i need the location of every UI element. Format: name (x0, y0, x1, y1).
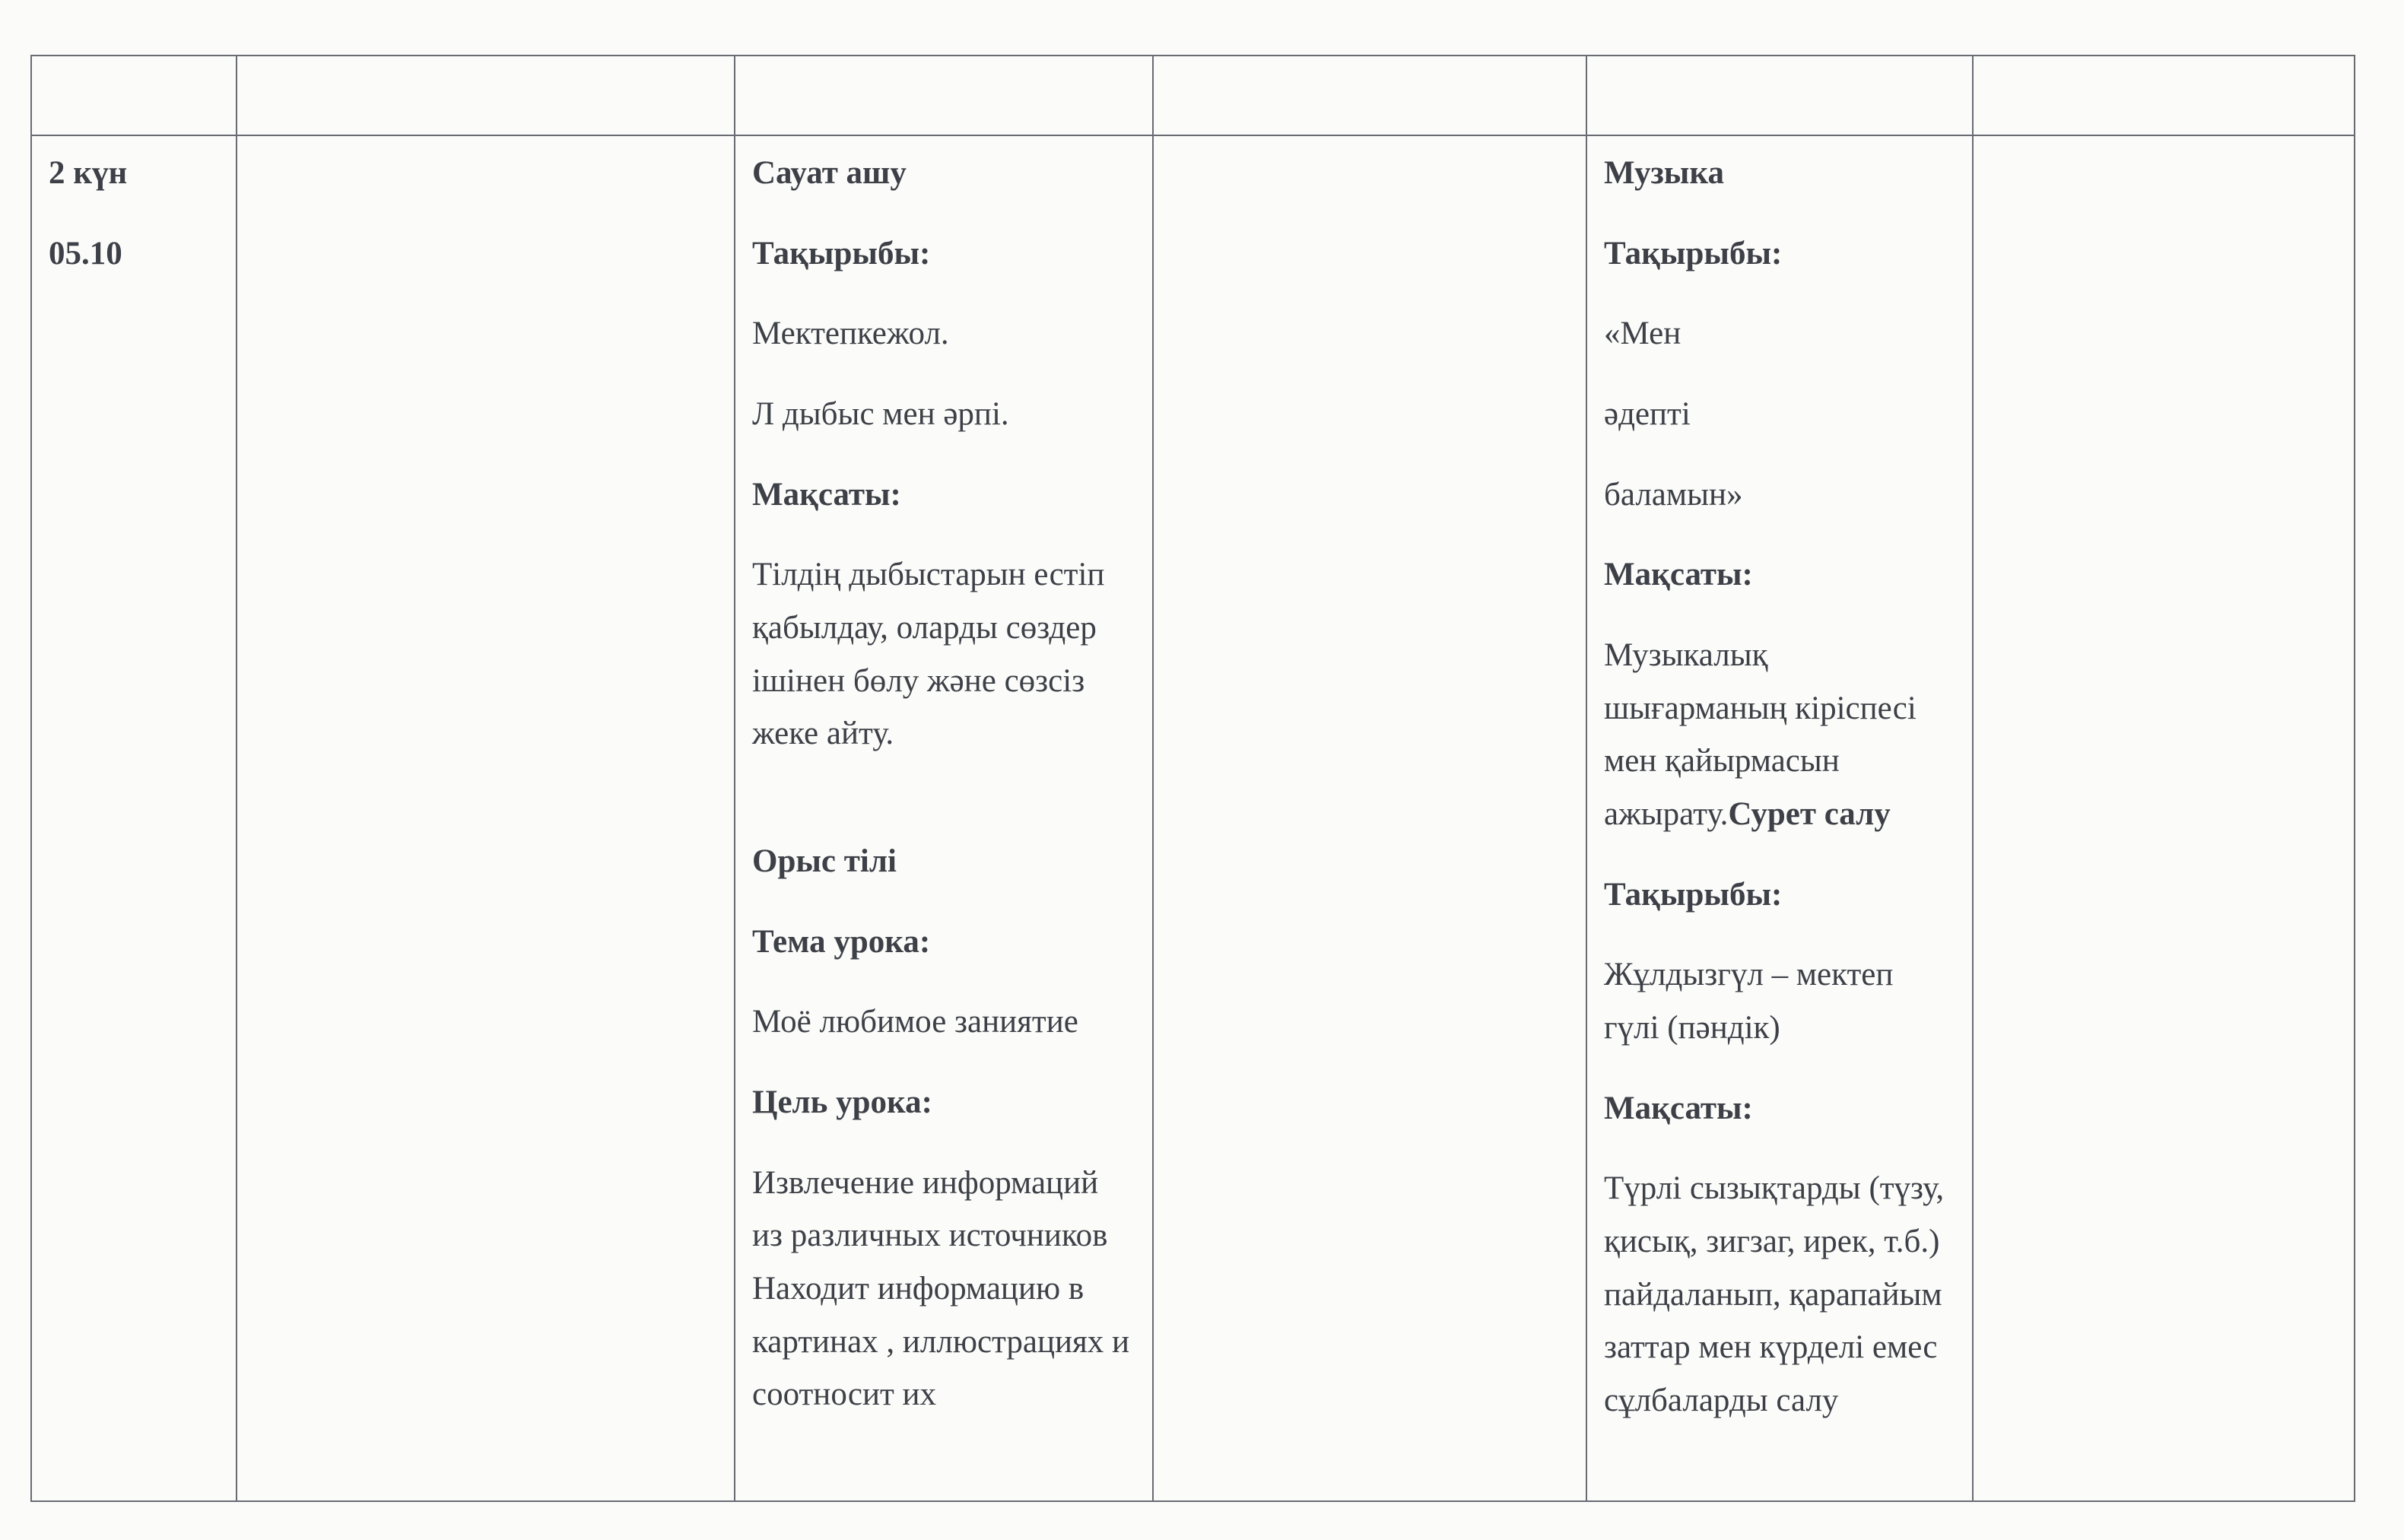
music-cell (1586, 135, 1973, 1501)
music-subject-title: Музыка (1604, 155, 1724, 191)
day-date: 05.10 (49, 235, 122, 271)
music-topic-line3: баламын» (1604, 476, 1743, 513)
header-cell-5 (1586, 56, 1973, 135)
russian-purpose-label: Цель урока: (752, 1084, 933, 1120)
music-topic-line2: әдепті (1604, 395, 1691, 432)
paragraph-spacer (752, 788, 1131, 835)
music-topic-label: Тақырыбы: (1604, 235, 1783, 271)
literacy-topic-label: Тақырыбы: (752, 235, 931, 271)
literacy-goal-label: Мақсаты: (752, 476, 901, 513)
drawing-goal-text: Түрлі сызықтарды (түзу, қисық, зигзаг, ирек, т.б.) пайдаланып, қарапайым заттар мен күрделі емес сұлбаларды салу (1604, 1170, 1945, 1418)
empty-cell-6 (1973, 135, 2355, 1501)
russian-theme-text: Моё любимое заниятие (752, 1004, 1078, 1040)
empty-cell-2 (237, 135, 735, 1501)
russian-theme-label: Тема урока: (752, 923, 931, 960)
empty-cell-4 (1153, 135, 1586, 1501)
header-cell-6 (1973, 56, 2355, 135)
lesson-plan-table (30, 55, 2355, 1502)
russian-subject-title: Орыс тілі (752, 843, 897, 879)
body-row (31, 135, 2355, 1501)
header-cell-1 (31, 56, 237, 135)
drawing-topic-label: Тақырыбы: (1604, 876, 1783, 913)
drawing-goal-label: Мақсаты: (1604, 1090, 1753, 1126)
header-cell-4 (1153, 56, 1586, 135)
drawing-topic-text: Жұлдызгүл – мектеп гүлі (пәндік) (1604, 957, 1894, 1046)
music-goal-label: Мақсаты: (1604, 557, 1753, 593)
music-topic-line1: «Мен (1604, 316, 1682, 352)
russian-purpose-text: Извлечение информаций из различных источников Находит информацию в картинах , иллюстрациях и соотносит их (752, 1164, 1130, 1413)
music-goal-text: Музыкалық шығарманың кіріспесі мен қайырмасын ажырату. (1604, 637, 1917, 832)
literacy-cell (735, 135, 1153, 1501)
literacy-topic-line2: Л дыбыс мен әрпі. (752, 395, 1009, 432)
header-row (31, 56, 2355, 135)
literacy-subject-title: Сауат ашу (752, 155, 907, 191)
header-cell-3 (735, 56, 1153, 135)
day-number: 2 күн (49, 155, 128, 191)
day-cell (31, 135, 237, 1501)
literacy-topic-line1: Мектепкежол. (752, 316, 949, 352)
music-goal-bold-suffix: Сурет салу (1728, 795, 1891, 832)
literacy-goal-text: Тілдің дыбыстарын естіп қабылдау, оларды сөздер ішінен бөлу және сөзсіз жеке айту. (752, 557, 1105, 752)
music-goal-paragraph (1604, 629, 1951, 841)
header-cell-2 (237, 56, 735, 135)
